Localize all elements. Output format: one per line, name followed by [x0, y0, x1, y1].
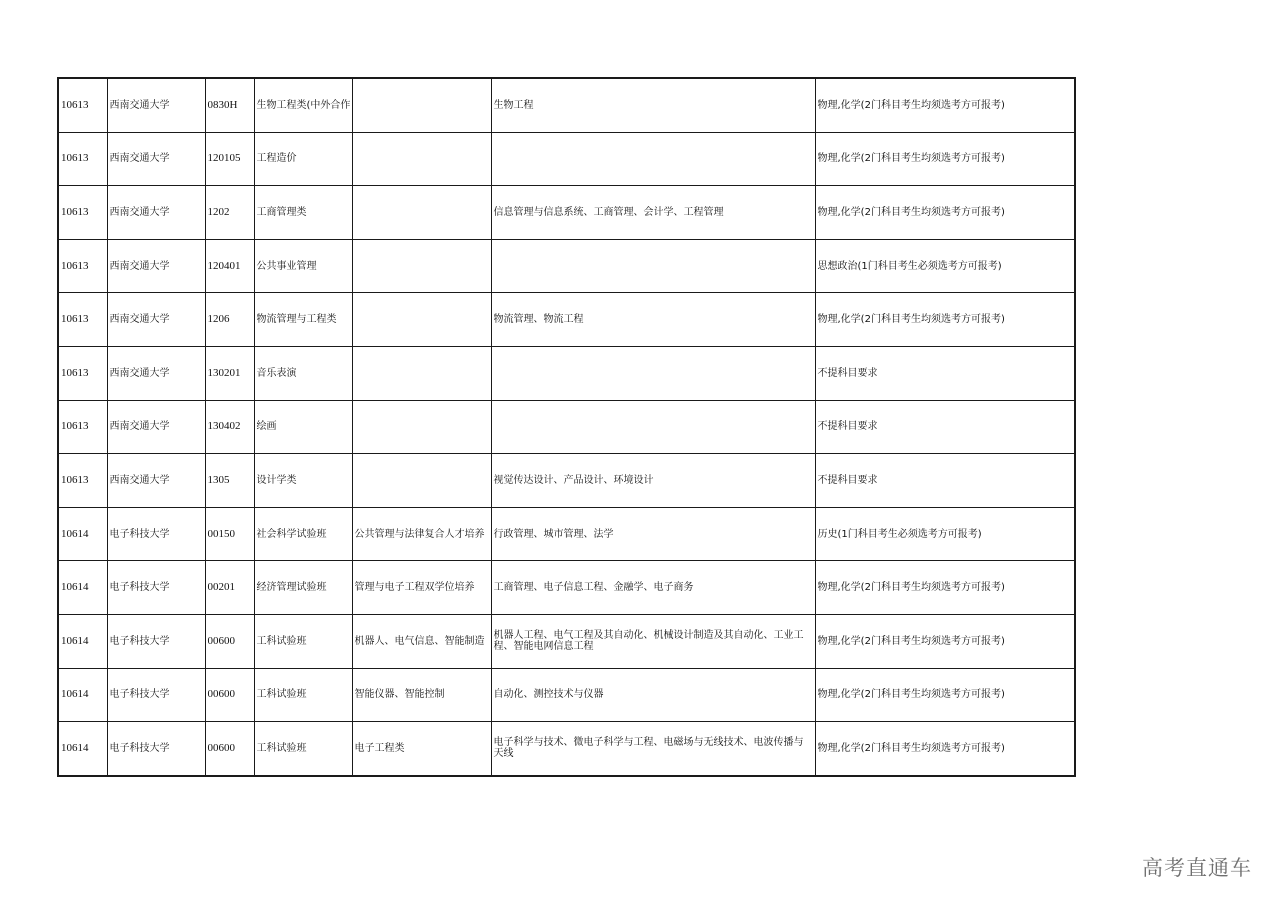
included-majors-cell: 电子科学与技术、微电子科学与工程、电磁场与无线技术、电波传播与天线 — [491, 722, 815, 776]
major-name-cell: 物流管理与工程类 — [254, 293, 352, 347]
included-majors-cell — [491, 132, 815, 186]
major-code-cell: 120401 — [205, 239, 254, 293]
subject-requirement-cell: 物理,化学(2门科目考生均须选考方可报考) — [815, 293, 1075, 347]
table-row — [58, 132, 1075, 186]
watermark-text: 高考直通车 — [1142, 856, 1252, 880]
school-code-cell: 10614 — [58, 722, 107, 776]
table-row — [58, 78, 1075, 132]
school-name-cell: 电子科技大学 — [107, 561, 205, 615]
major-code-cell: 1305 — [205, 454, 254, 508]
school-code-cell: 10613 — [58, 186, 107, 240]
school-code-cell: 10614 — [58, 668, 107, 722]
major-code-cell: 130402 — [205, 400, 254, 454]
table-row — [58, 454, 1075, 508]
school-code-cell: 10613 — [58, 293, 107, 347]
subject-requirement-cell: 历史(1门科目考生必须选考方可报考) — [815, 507, 1075, 561]
school-code-cell: 10614 — [58, 507, 107, 561]
major-name-cell: 工商管理类 — [254, 186, 352, 240]
note-cell — [352, 239, 491, 293]
school-name-cell: 西南交通大学 — [107, 400, 205, 454]
included-majors-cell: 视觉传达设计、产品设计、环境设计 — [491, 454, 815, 508]
table-row — [58, 239, 1075, 293]
table-row — [58, 400, 1075, 454]
included-majors-cell: 工商管理、电子信息工程、金融学、电子商务 — [491, 561, 815, 615]
school-name-cell: 西南交通大学 — [107, 454, 205, 508]
school-name-cell: 电子科技大学 — [107, 614, 205, 668]
note-cell: 公共管理与法律复合人才培养 — [352, 507, 491, 561]
subject-requirement-cell: 思想政治(1门科目考生必须选考方可报考) — [815, 239, 1075, 293]
major-code-cell: 130201 — [205, 346, 254, 400]
school-name-cell: 电子科技大学 — [107, 668, 205, 722]
school-code-cell: 10613 — [58, 454, 107, 508]
school-code-cell: 10613 — [58, 239, 107, 293]
subject-requirement-cell: 不提科目要求 — [815, 400, 1075, 454]
school-code-cell: 10613 — [58, 132, 107, 186]
included-majors-cell: 生物工程 — [491, 78, 815, 132]
major-code-cell: 00201 — [205, 561, 254, 615]
subject-requirement-cell: 不提科目要求 — [815, 346, 1075, 400]
subject-requirement-cell: 物理,化学(2门科目考生均须选考方可报考) — [815, 78, 1075, 132]
school-name-cell: 电子科技大学 — [107, 722, 205, 776]
subject-requirement-cell: 物理,化学(2门科目考生均须选考方可报考) — [815, 668, 1075, 722]
major-code-cell: 0830H — [205, 78, 254, 132]
major-name-cell: 社会科学试验班 — [254, 507, 352, 561]
included-majors-cell — [491, 346, 815, 400]
table-row — [58, 186, 1075, 240]
subject-requirements-table — [57, 77, 1076, 777]
major-name-cell: 生物工程类(中外合作 — [254, 78, 352, 132]
school-code-cell: 10614 — [58, 614, 107, 668]
major-name-cell: 设计学类 — [254, 454, 352, 508]
school-name-cell: 西南交通大学 — [107, 239, 205, 293]
note-cell — [352, 400, 491, 454]
major-name-cell: 公共事业管理 — [254, 239, 352, 293]
major-code-cell: 120105 — [205, 132, 254, 186]
subject-requirement-cell: 物理,化学(2门科目考生均须选考方可报考) — [815, 132, 1075, 186]
major-name-cell: 工科试验班 — [254, 614, 352, 668]
subject-requirement-cell: 不提科目要求 — [815, 454, 1075, 508]
school-name-cell: 西南交通大学 — [107, 293, 205, 347]
major-name-cell: 经济管理试验班 — [254, 561, 352, 615]
note-cell: 电子工程类 — [352, 722, 491, 776]
table-body — [58, 78, 1075, 776]
major-name-cell: 绘画 — [254, 400, 352, 454]
table-row — [58, 293, 1075, 347]
included-majors-cell: 物流管理、物流工程 — [491, 293, 815, 347]
note-cell — [352, 454, 491, 508]
note-cell: 机器人、电气信息、智能制造 — [352, 614, 491, 668]
subject-requirement-cell: 物理,化学(2门科目考生均须选考方可报考) — [815, 614, 1075, 668]
note-cell — [352, 346, 491, 400]
table-row — [58, 614, 1075, 668]
school-name-cell: 西南交通大学 — [107, 78, 205, 132]
school-code-cell: 10613 — [58, 400, 107, 454]
included-majors-cell: 机器人工程、电气工程及其自动化、机械设计制造及其自动化、工业工程、智能电网信息工程 — [491, 614, 815, 668]
school-name-cell: 西南交通大学 — [107, 186, 205, 240]
table-row — [58, 668, 1075, 722]
table-row — [58, 722, 1075, 776]
subject-requirement-cell: 物理,化学(2门科目考生均须选考方可报考) — [815, 722, 1075, 776]
major-code-cell: 00600 — [205, 668, 254, 722]
school-name-cell: 西南交通大学 — [107, 132, 205, 186]
table-row — [58, 561, 1075, 615]
school-name-cell: 西南交通大学 — [107, 346, 205, 400]
major-code-cell: 00150 — [205, 507, 254, 561]
school-code-cell: 10613 — [58, 346, 107, 400]
included-majors-cell: 行政管理、城市管理、法学 — [491, 507, 815, 561]
major-code-cell: 00600 — [205, 614, 254, 668]
school-code-cell: 10613 — [58, 78, 107, 132]
school-name-cell: 电子科技大学 — [107, 507, 205, 561]
note-cell: 智能仪器、智能控制 — [352, 668, 491, 722]
subject-requirement-cell: 物理,化学(2门科目考生均须选考方可报考) — [815, 186, 1075, 240]
major-name-cell: 工科试验班 — [254, 722, 352, 776]
table-row — [58, 346, 1075, 400]
major-name-cell: 工科试验班 — [254, 668, 352, 722]
note-cell — [352, 186, 491, 240]
table-row — [58, 507, 1075, 561]
major-code-cell: 1206 — [205, 293, 254, 347]
included-majors-cell: 自动化、测控技术与仪器 — [491, 668, 815, 722]
school-code-cell: 10614 — [58, 561, 107, 615]
major-code-cell: 00600 — [205, 722, 254, 776]
note-cell — [352, 293, 491, 347]
note-cell: 管理与电子工程双学位培养 — [352, 561, 491, 615]
major-name-cell: 工程造价 — [254, 132, 352, 186]
included-majors-cell — [491, 400, 815, 454]
major-code-cell: 1202 — [205, 186, 254, 240]
note-cell — [352, 132, 491, 186]
major-name-cell: 音乐表演 — [254, 346, 352, 400]
included-majors-cell: 信息管理与信息系统、工商管理、会计学、工程管理 — [491, 186, 815, 240]
subject-requirement-cell: 物理,化学(2门科目考生均须选考方可报考) — [815, 561, 1075, 615]
note-cell — [352, 78, 491, 132]
included-majors-cell — [491, 239, 815, 293]
